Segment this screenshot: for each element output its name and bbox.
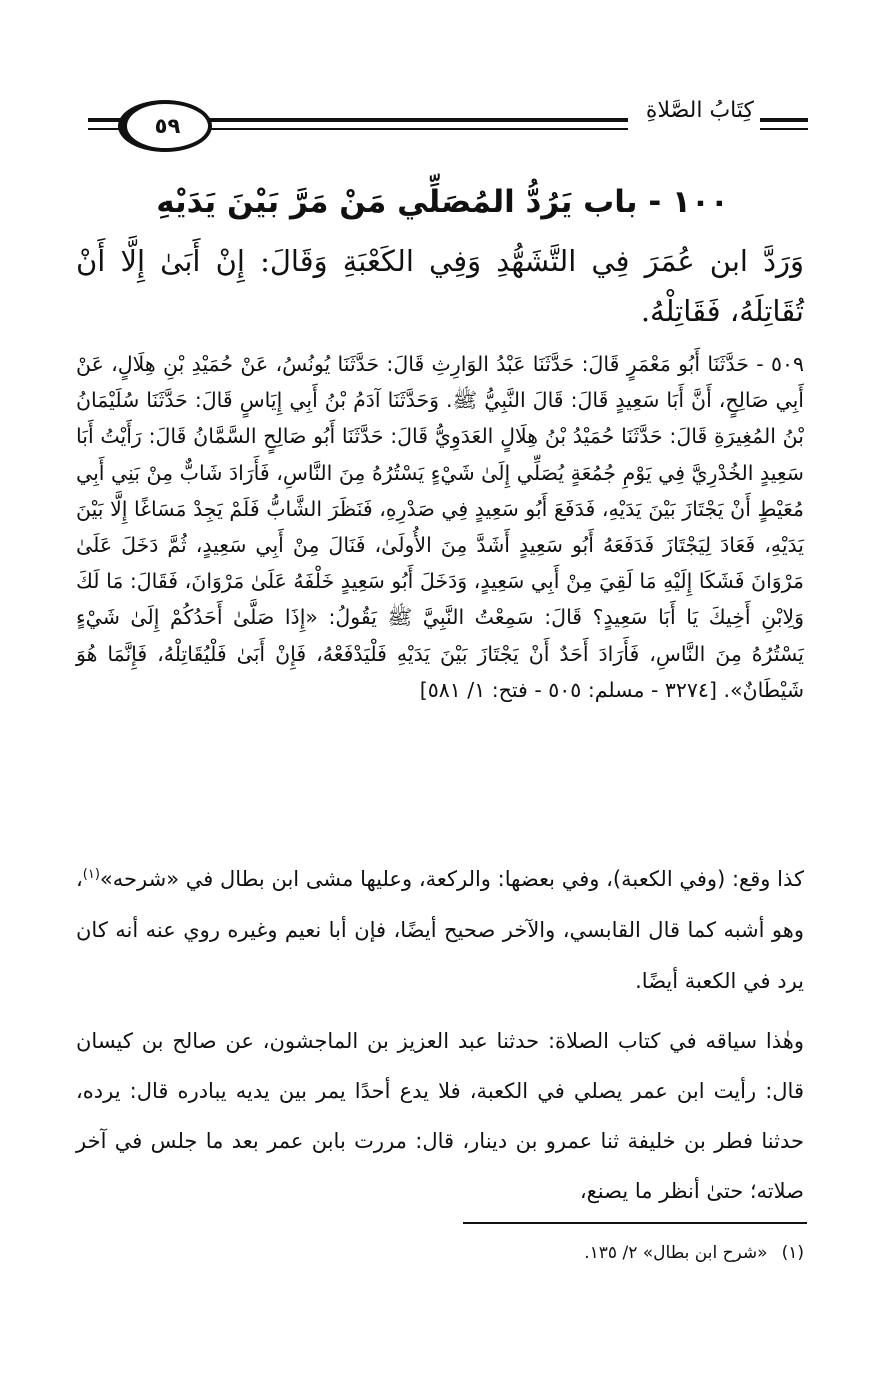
header-rule-main-thin <box>198 128 628 130</box>
chapter-intro <box>76 236 804 336</box>
commentary-text-2: وهٰذا سياقه في كتاب الصلاة: حدثنا عبد العزيز بن الماجشون، عن صالح بن كيسان قال: رأيت ابن عمر يصلي في الكعبة، فلا يدع أحدًا يمر بين يديه يبادره قال: يرده، حدثنا فطر بن خليفة ثنا عمرو بن دينار، قال: مررت بابن عمر بعد ما جلس في آخر صلاته؛ حتىٰ أنظر ما يصنع، <box>76 1029 804 1203</box>
commentary-text-1 <box>76 854 804 1007</box>
intro-text: وَرَدَّ ابن عُمَرَ فِي التَّشَهُّدِ وَفِي الكَعْبَةِ وَقَالَ: إِنْ أَبَىٰ إِلَّا أَنْ تُقَاتِلَهُ، فَقَاتِلْهُ. <box>76 244 804 328</box>
header-rule-right <box>760 118 808 122</box>
commentary-1-before-ref: كذا وقع: (وفي الكعبة)، وفي بعضها: والركعة، وعليها مشى ابن بطال في «شرحه» <box>99 867 804 891</box>
footnote-divider <box>463 1222 807 1224</box>
header-rule-right-thin <box>760 128 808 130</box>
page-number: ٥٩ <box>118 100 212 152</box>
book-title: كِتَابُ الصَّلاةِ <box>640 98 760 123</box>
footnote-text: «شرح ابن بطال» ٢/ ١٣٥. <box>584 1243 768 1263</box>
footnote-1 <box>76 1238 804 1268</box>
running-header <box>88 94 808 164</box>
commentary-paragraph-2 <box>76 1016 804 1216</box>
commentary-paragraph-1 <box>76 854 804 1007</box>
hadith-509: ٥٠٩ - حَدَّثَنَا أَبُو مَعْمَرٍ قَالَ: حَدَّثَنَا عَبْدُ الوَارِثِ قَالَ: حَدَّثَنَا يُونُسُ، عَنْ حُمَيْدِ بْنِ هِلَالٍ، عَنْ أَبِي صَالِحٍ، أَنَّ أَبَا سَعِيدٍ قَالَ: قَالَ النَّبِيُّ ﷺ. وَحَدَّثَنَا آدَمُ بْنُ أَبِي إِيَاسٍ قَالَ: حَدَّثَنَا سُلَيْمَانُ بْنُ المُغِيرَةِ قَالَ: حَدَّثَنَا حُمَيْدُ بْنُ هِلَالٍ العَدَوِيُّ قَالَ: حَدَّثَنَا أَبُو صَالِحٍ السَّمَّانُ قَالَ: رَأَيْتُ أَبَا سَعِيدٍ الخُدْرِيَّ فِي يَوْمِ جُمُعَةٍ يُصَلِّي إِلَىٰ شَيْءٍ يَسْتُرُهُ مِنَ النَّاسِ، فَأَرَادَ شَابٌّ مِنْ بَنِي أَبِي مُعَيْطٍ أَنْ يَجْتَازَ بَيْنَ يَدَيْهِ، فَدَفَعَ أَبُو سَعِيدٍ فِي صَدْرِهِ، فَنَظَرَ الشَّابُّ فَلَمْ يَجِدْ مَسَاغًا إِلَّا بَيْنَ يَدَيْهِ، فَعَادَ لِيَجْتَازَ فَدَفَعَهُ أَبُو سَعِيدٍ أَشَدَّ مِنَ الأُولَىٰ، فَنَالَ مِنْ أَبِي سَعِيدٍ، ثُمَّ دَخَلَ عَلَىٰ مَرْوَانَ فَشَكَا إِلَيْهِ مَا لَقِيَ مِنْ أَبِي سَعِيدٍ، وَدَخَلَ أَبُو سَعِيدٍ خَلْفَهُ عَلَىٰ مَرْوَانَ، فَقَالَ: مَا لَكَ وَلِابْنِ أَخِيكَ يَا أَبَا سَعِيدٍ؟ قَالَ: سَمِعْتُ النَّبِيَّ ﷺ يَقُولُ: «إِذَا صَلَّىٰ أَحَدُكُمْ إِلَىٰ شَيْءٍ يَسْتُرُهُ مِنَ النَّاسِ، فَأَرَادَ أَحَدٌ أَنْ يَجْتَازَ بَيْنَ يَدَيْهِ فَلْيَدْفَعْهُ، فَإِنْ أَبَىٰ فَلْيُقَاتِلْهُ، فَإِنَّمَا هُوَ شَيْطَانٌ». [٣٢٧٤ - مسلم: ٥٠٥ - فتح: ١/ ٥٨١] <box>76 352 804 702</box>
commentary-1-after-ref: ، وهو أشبه كما قال القابسي، والآخر صحيح أيضًا، فإن أبا نعيم وغيره روي عنه أنه كان يرد في الكعبة أيضًا. <box>76 867 804 993</box>
footnote-ref-1[interactable]: (١) <box>82 867 100 882</box>
header-rule-main <box>198 118 628 122</box>
chapter-heading: ١٠٠ - باب يَرُدُّ المُصَلِّي مَنْ مَرَّ بَيْنَ يَدَيْهِ <box>156 184 729 220</box>
footnote-marker: (١) <box>781 1243 804 1263</box>
hadith-text-block <box>76 346 804 708</box>
